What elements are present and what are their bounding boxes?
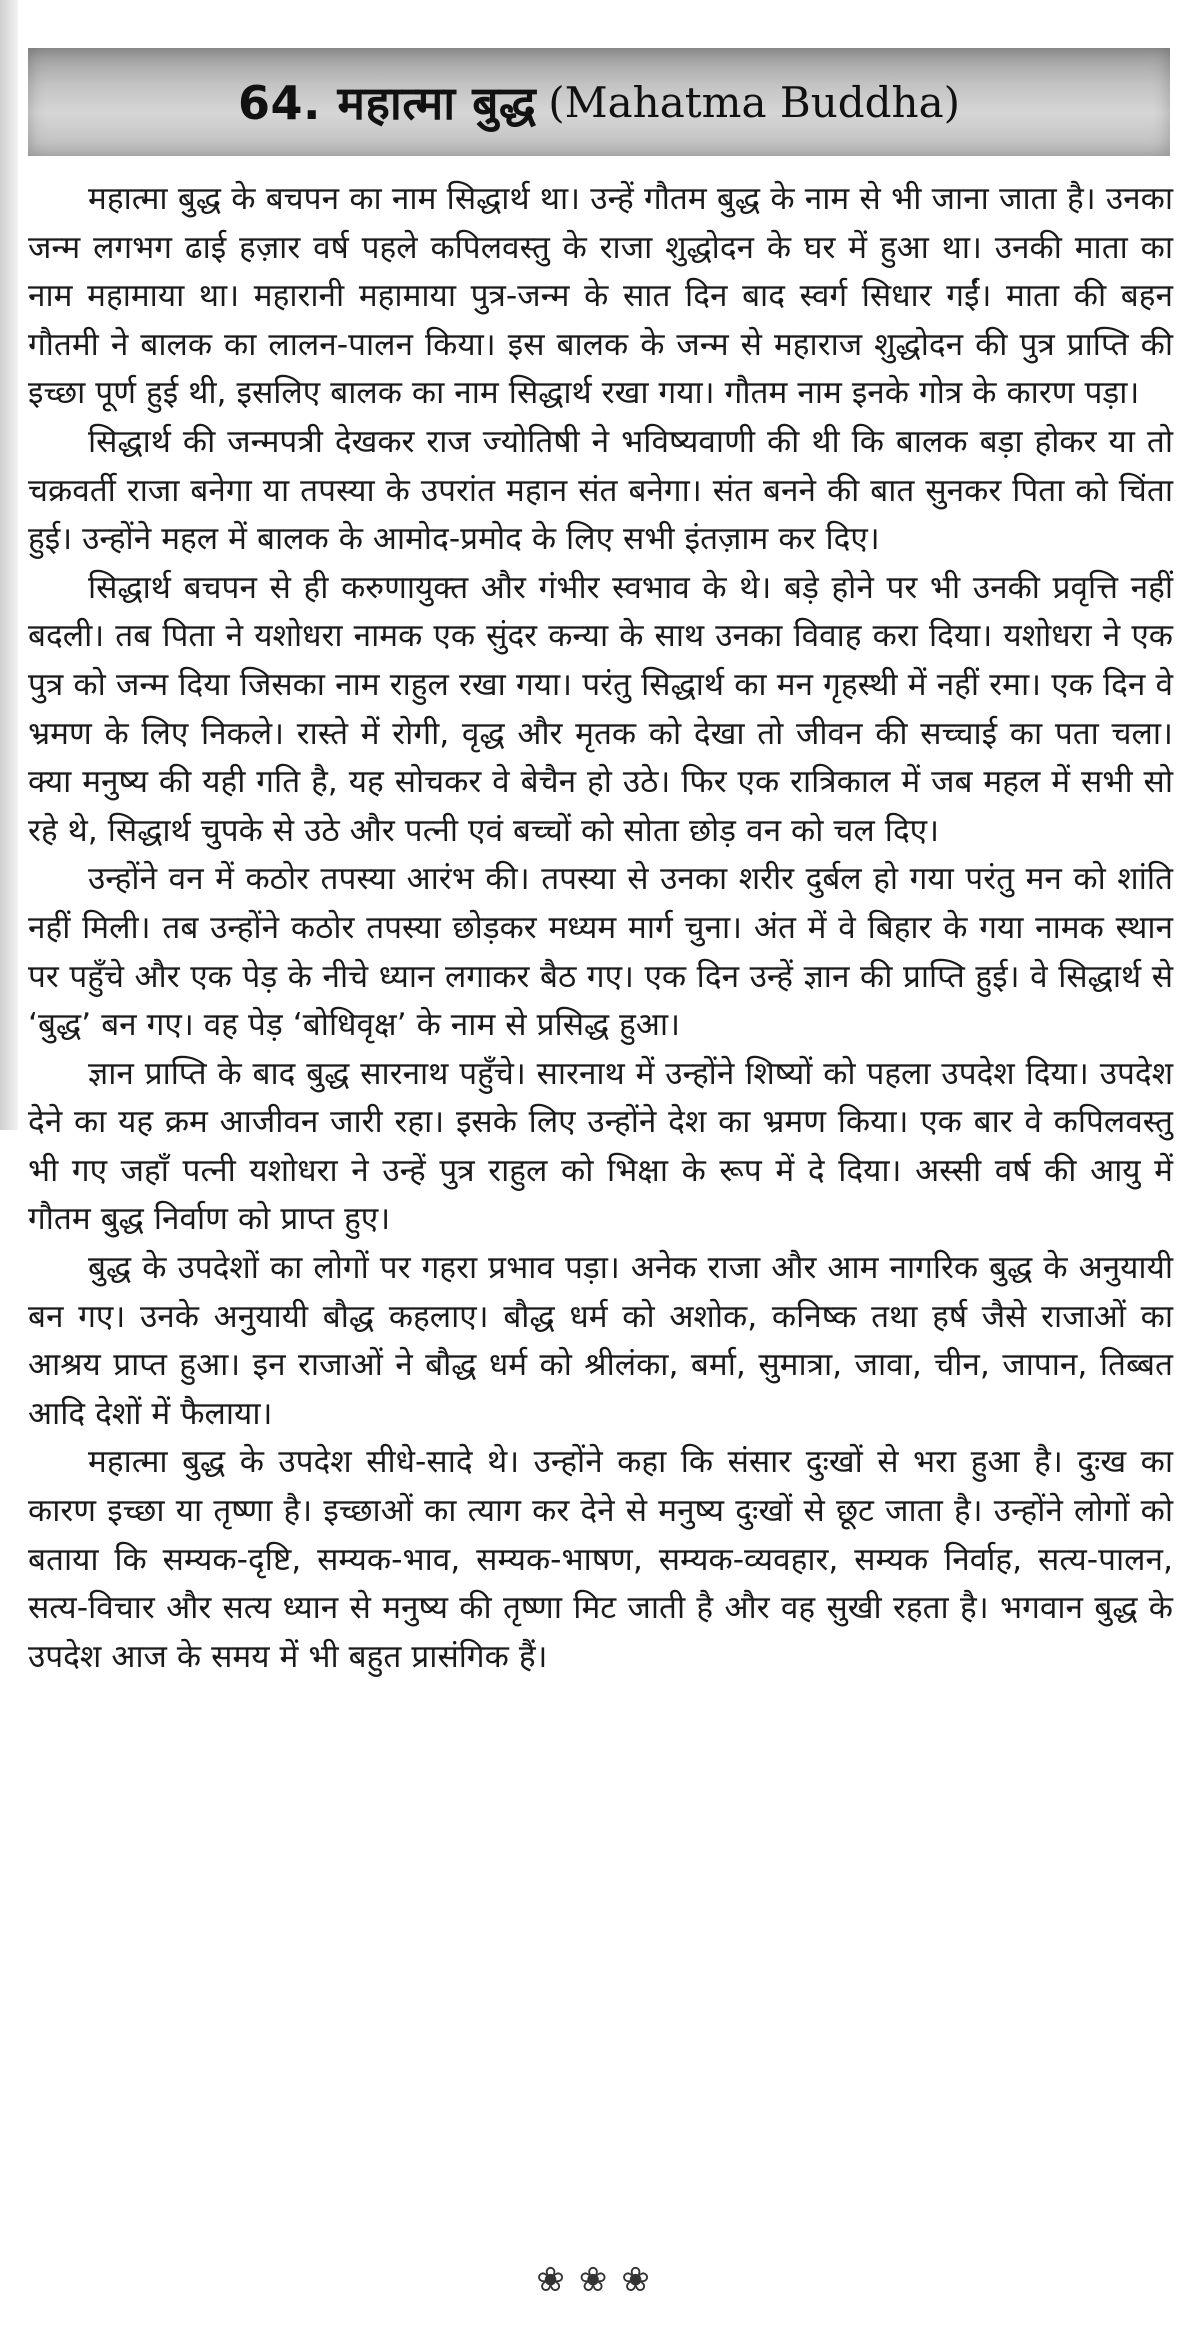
page-edge-shadow — [0, 0, 18, 1130]
page-title: 64. महात्मा बुद्ध — [237, 76, 537, 130]
paragraph: महात्मा बुद्ध के उपदेश सीधे-सादे थे। उन्होंने कहा कि संसार दुःखों से भरा हुआ है। दुःख का कारण इच्छा या तृष्णा है। इच्छाओं का त्याग कर देने से मनुष्य दुःखों से छूट जाता है। उन्होंने लोगों को बताया कि सम्यक-दृष्टि, सम्यक-भाव, सम्यक-भाषण, सम्यक-व्यवहार, सम्यक निर्वाह, सत्य-पालन, सत्य-विचार और सत्य ध्यान से मनुष्य की तृष्णा मिट जाती है और वह सुखी रहता है। भगवान बुद्ध के उपदेश आज के समय में भी बहुत प्रासंगिक हैं। — [28, 1444, 1173, 1675]
paragraph: ज्ञान प्राप्ति के बाद बुद्ध सारनाथ पहुँचे। सारनाथ में उन्होंने शिष्यों को पहला उपदेश दिया। उपदेश देने का यह क्रम आजीवन जारी रहा। इसके लिए उन्होंने देश का भ्रमण किया। एक बार वे कपिलवस्तु भी गए जहाँ पत्नी यशोधरा ने उन्हें पुत्र राहुल को भिक्षा के रूप में दे दिया। अस्सी वर्ष की आयु में गौतम बुद्ध निर्वाण को प्राप्त हुए। — [28, 1055, 1173, 1238]
essay-body — [28, 175, 1173, 1681]
page-title-english: (Mahatma Buddha) — [548, 77, 960, 127]
paragraph: सिद्धार्थ की जन्मपत्री देखकर राज ज्योतिषी ने भविष्यवाणी की थी कि बालक बड़ा होकर या तो चक्रवर्ती राजा बनेगा या तपस्या के उपरांत महान संत बनेगा। संत बनने की बात सुनकर पिता को चिंता हुई। उन्होंने महल में बालक के आमोद-प्रमोद के लिए सभी इंतज़ाम कर दिए। — [28, 423, 1173, 558]
paragraph: महात्मा बुद्ध के बचपन का नाम सिद्धार्थ था। उन्हें गौतम बुद्ध के नाम से भी जाना जाता है। उनका जन्म लगभग ढाई हज़ार वर्ष पहले कपिलवस्तु के राजा शुद्धोदन के घर में हुआ था। उनकी माता का नाम महामाया था। महारानी महामाया पुत्र-जन्म के सात दिन बाद स्वर्ग सिधार गईं। माता की बहन गौतमी ने बालक का लालन-पालन किया। इस बालक के जन्म से महाराज शुद्धोदन की पुत्र प्राप्ति की इच्छा पूर्ण हुई थी, इसलिए बालक का नाम सिद्धार्थ रखा गया। गौतम नाम इनके गोत्र के कारण पड़ा। — [28, 181, 1173, 412]
title-banner — [28, 48, 1170, 156]
paragraph: उन्होंने वन में कठोर तपस्या आरंभ की। तपस्या से उनका शरीर दुर्बल हो गया परंतु मन को शांति नहीं मिली। तब उन्होंने कठोर तपस्या छोड़कर मध्यम मार्ग चुना। अंत में वे बिहार के गया नामक स्थान पर पहुँचे और एक पेड़ के नीचे ध्यान लगाकर बैठ गए। एक दिन उन्हें ज्ञान की प्राप्ति हुई। वे सिद्धार्थ से ‘बुद्ध’ बन गए। वह पेड़ ‘बोधिवृक्ष’ के नाम से प्रसिद्ध हुआ। — [28, 861, 1173, 1044]
paragraph: बुद्ध के उपदेशों का लोगों पर गहरा प्रभाव पड़ा। अनेक राजा और आम नागरिक बुद्ध के अनुयायी बन गए। उनके अनुयायी बौद्ध कहलाए। बौद्ध धर्म को अशोक, कनिष्क तथा हर्ष जैसे राजाओं का आश्रय प्राप्त हुआ। इन राजाओं ने बौद्ध धर्म को श्रीलंका, बर्मा, सुमात्रा, जावा, चीन, जापान, तिब्बत आदि देशों में फैलाया। — [28, 1250, 1173, 1432]
paragraph: सिद्धार्थ बचपन से ही करुणायुक्त और गंभीर स्वभाव के थे। बड़े होने पर भी उनकी प्रवृत्ति नहीं बदली। तब पिता ने यशोधरा नामक एक सुंदर कन्या के साथ उनका विवाह करा दिया। यशोधरा ने एक पुत्र को जन्म दिया जिसका नाम राहुल रखा गया। परंतु सिद्धार्थ का मन गृहस्थी में नहीं रमा। एक दिन वे भ्रमण के लिए निकले। रास्ते में रोगी, वृद्ध और मृतक को देखा तो जीवन की सच्चाई का पता चला। क्या मनुष्य की यही गति है, यह सोचकर वे बेचैन हो उठे। फिर एक रात्रिकाल में जब महल में सभी सो रहे थे, सिद्धार्थ चुपके से उठे और पत्नी एवं बच्चों को सोता छोड़ वन को चल दिए। — [28, 569, 1173, 849]
flower-ornament-icon: ❀❀❀ — [536, 2260, 664, 2300]
